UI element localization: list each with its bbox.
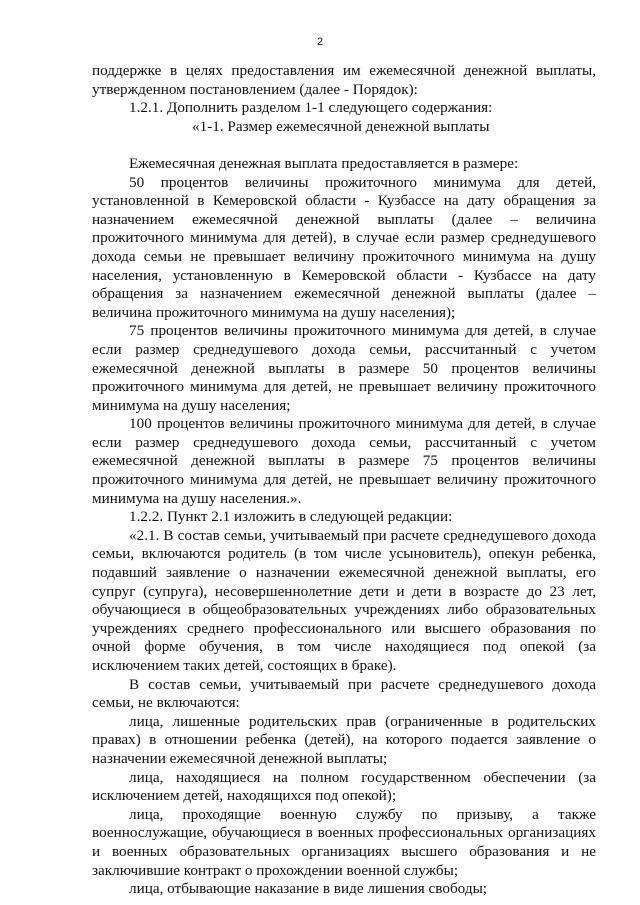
paragraph: 1.2.1. Дополнить разделом 1-1 следующего содержания: — [129, 99, 493, 117]
paragraph: лица, находящиеся на полном государственном обеспечении (за исключением детей, находящихся под опекой); — [92, 768, 596, 805]
paragraph: 1.2.2. Пункт 2.1 изложить в следующей редакции: — [129, 508, 453, 526]
paragraph: В состав семьи, учитываемый при расчете среднедушевого дохода семьи, не включаются: — [92, 675, 596, 712]
paragraph: 100 процентов величины прожиточного минимума для детей, в случае если размер среднедушевого дохода семьи, рассчитанный с учетом ежемесячной денежной выплаты в размере 75 процентов величины прожиточного минимума для детей, не превышает величину прожиточного минимума на душу населения.». — [92, 415, 596, 507]
paragraph: «2.1. В состав семьи, учитываемый при расчете среднедушевого дохода семьи, включаются родитель (в том числе усыновитель), опекун ребенка, подавший заявление о назначении ежемесячной денежной выплаты, его супруг (супруга), несовершеннолетние дети и дети в возрасте до 23 лет, обучающиеся в общеобразовательных учреждениях либо образовательных учреждениях среднего профессионального или высшего образования по очной форме обучения, в том числе находящиеся под опекой (за исключением таких детей, состоящих в браке). — [92, 526, 596, 674]
paragraph: лица, лишенные родительских прав (ограниченные в родительских правах) в отношении ребенка (детей), на которого подается заявление о назначении ежемесячной денежной выплаты; — [92, 712, 596, 767]
page-number: 2 — [316, 36, 324, 48]
paragraph: 50 процентов величины прожиточного минимума для детей, установленной в Кемеровской области - Кузбассе на дату обращения за назначением ежемесячной денежной выплаты (далее – величина прожиточного минимума для детей), в случае если размер среднедушевого дохода семьи не превышает величину прожиточного минимума на душу населения, установленную в Кемеровской области - Кузбассе на дату обращения за назначением ежемесячной денежной выплаты (далее – величина прожиточного минимума на душу населения); — [92, 173, 596, 321]
paragraph: Ежемесячная денежная выплата предоставляется в размере: — [129, 154, 519, 172]
paragraph: поддержке в целях предоставления им ежемесячной денежной выплаты, утвержденном постановлением (далее - Порядок): — [92, 62, 596, 98]
paragraph: лица, отбывающие наказание в виде лишения свободы; — [129, 880, 487, 898]
section-heading: «1-1. Размер ежемесячной денежной выплаты — [192, 117, 490, 135]
blank-line — [92, 136, 596, 155]
paragraph: лица, проходящие военную службу по призыву, а также военнослужащие, обучающиеся в военных профессиональных организациях и военных образовательных организациях высшего образования и не заключившие контракт о прохождении военной службы; — [92, 805, 596, 879]
document-body — [92, 62, 596, 899]
paragraph: 75 процентов величины прожиточного минимума для детей, в случае если размер среднедушевого дохода семьи, рассчитанный с учетом ежемесячной денежной выплаты в размере 50 процентов величины прожиточного минимума для детей, не превышает величину прожиточного минимума на душу населения; — [92, 322, 596, 414]
